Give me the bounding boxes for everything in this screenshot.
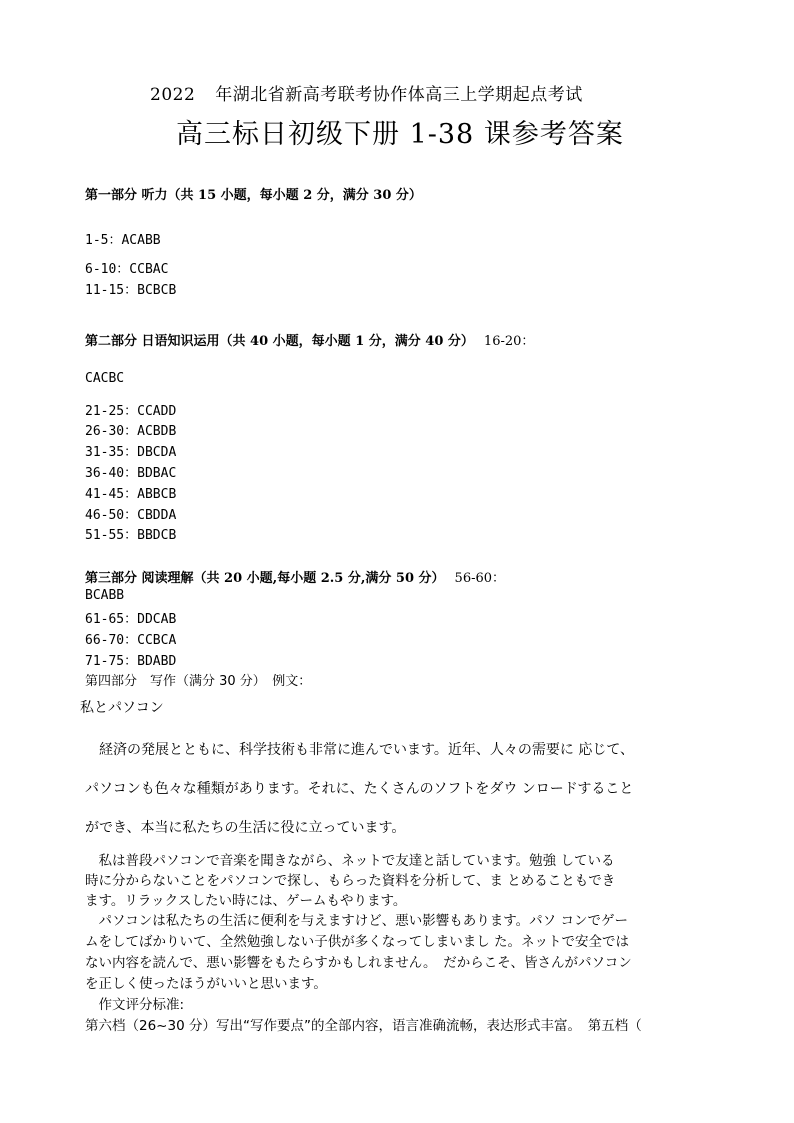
essay-title: 私とパソコン: [80, 700, 164, 716]
essay-line: ができ、本当に私たちの生活に役に立っています。: [85, 820, 406, 836]
essay-line: ない内容を読んで、悪い影響をもたらすかもしれません。 だからこそ、皆さんがパソコン: [85, 955, 632, 971]
section4-heading: 第四部分 写作（满分 30 分） 例文：: [85, 674, 312, 689]
essay-line: 経済の発展とともに、科学技術も非常に進んでいます。近年、人々の需要に 応じて、: [85, 742, 635, 758]
criteria-title: 作文评分标准:: [85, 997, 185, 1013]
answer-line: CACBC: [85, 371, 125, 386]
essay-line: を正しく使ったほうがいいと思います。: [85, 976, 327, 992]
answer-line: 26-30：ACBDB: [85, 424, 177, 439]
answer-line: 11-15：BCBCB: [85, 283, 177, 298]
answer-line: 61-65：DDCAB: [85, 612, 177, 627]
section3-heading-text: 第三部分 阅读理解（共 20 小题,每小题 2.5 分,满分 50 分）: [85, 571, 445, 586]
answer-line: 21-25：CCADD: [85, 404, 177, 419]
section2-heading-tail: 16-20：: [483, 334, 535, 349]
section1-heading: 第一部分 听力（共 15 小题，每小题 2 分，满分 30 分）: [85, 188, 422, 203]
answer-line: 31-35：DBCDA: [85, 445, 177, 460]
answer-line: BCABB: [85, 588, 125, 603]
answer-line: 36-40：BDBAC: [85, 466, 177, 481]
answer-line: 66-70：CCBCA: [85, 633, 177, 648]
essay-line: ます。リラックスしたい時には、ゲームもやります。: [85, 893, 407, 909]
criteria-line: 第六档（26~30 分）写出“写作要点”的全部内容，语言准确流畅，表达形式丰富。 第五档（: [85, 1018, 642, 1034]
exam-title: 年湖北省新高考联考协作体高三上学期起点考试: [215, 85, 583, 105]
essay-line: パソコンも色々な種類があります。それに、たくさんのソフトをダウ ンロードすること: [85, 781, 634, 797]
essay-line: ムをしてばかりいて、全然勉強しない子供が多くなってしまいまし た。ネットで安全では: [85, 934, 630, 950]
answer-line: 46-50：CBDDA: [85, 508, 177, 523]
exam-title-line: [150, 80, 583, 105]
section2-heading-text: 第二部分 日语知识运用（共 40 小题，每小题 1 分，满分 40 分）: [85, 334, 474, 349]
section3-heading-tail: 56-60：: [454, 571, 506, 586]
exam-year: 2022: [150, 85, 196, 105]
answer-line: 51-55：BBDCB: [85, 528, 177, 543]
answer-line: 71-75：BDABD: [85, 654, 177, 669]
answer-line: 1-5：ACABB: [85, 233, 161, 248]
section2-heading: [85, 330, 534, 349]
answer-line: 6-10：CCBAC: [85, 262, 169, 277]
answer-line: 41-45：ABBCB: [85, 487, 177, 502]
essay-line: 時に分からないことをパソコンで探し、もらった資料を分析して、ま とめることもでき: [85, 873, 616, 889]
section3-heading: [85, 567, 505, 586]
essay-line: 私は普段パソコンで音楽を聞きながら、ネットで友達と話しています。勉強 している: [85, 853, 615, 869]
page-title: 高三标日初级下册 1-38 课参考答案: [176, 119, 624, 150]
essay-line: パソコンは私たちの生活に便利を与えますけど、悪い影響もあります。パソ コンでゲー: [85, 913, 628, 929]
